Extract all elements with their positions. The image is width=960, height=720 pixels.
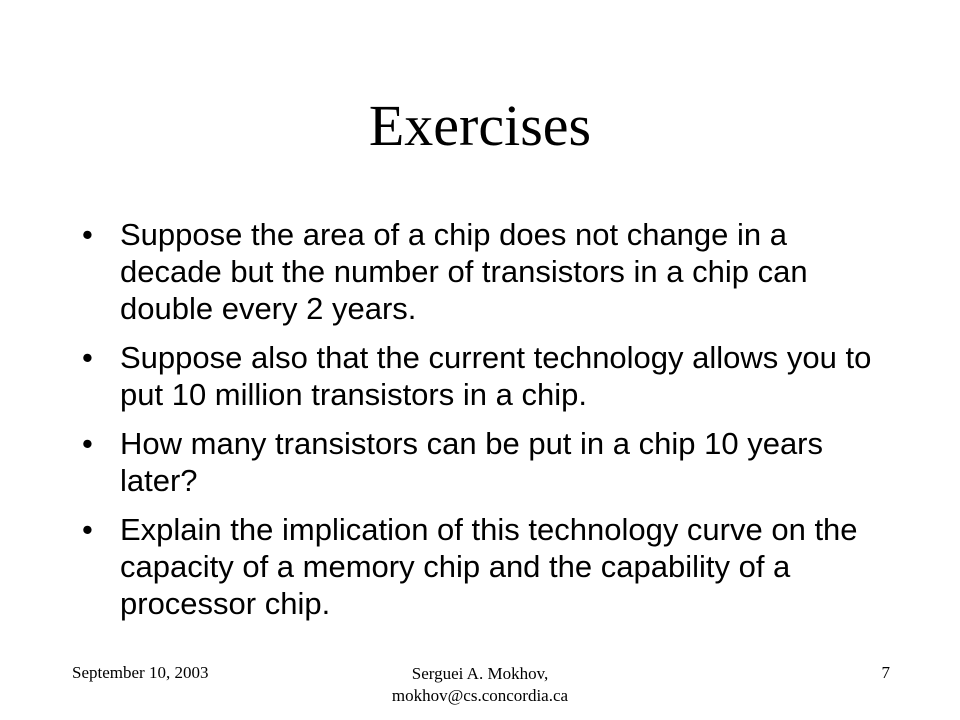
bullet-item [82, 511, 882, 622]
footer-author [330, 663, 630, 707]
bullet-text: Suppose the area of a chip does not change in a decade but the number of transistors in a chip can double every 2 years. [120, 217, 808, 326]
footer-date: September 10, 2003 [72, 663, 209, 682]
bullet-icon: • [82, 340, 93, 375]
bullet-icon: • [82, 426, 93, 461]
footer-author-email: mokhov@cs.concordia.ca [391, 686, 569, 705]
bullet-text: Suppose also that the current technology allows you to put 10 million transistors in a chip. [120, 340, 872, 412]
footer-author-name: Serguei A. Mokhov, [411, 664, 549, 683]
bullet-icon: • [82, 512, 93, 547]
bullet-item [82, 339, 882, 413]
bullet-list [82, 216, 882, 634]
bullet-icon: • [82, 217, 93, 252]
bullet-item [82, 216, 882, 327]
bullet-text: Explain the implication of this technology curve on the capacity of a memory chip and the capability of a processor chip. [120, 512, 858, 621]
bullet-text: How many transistors can be put in a chip 10 years later? [120, 426, 824, 498]
page-number: 7 [881, 663, 890, 682]
bullet-item [82, 425, 882, 499]
slide-title: Exercises [368, 93, 592, 158]
